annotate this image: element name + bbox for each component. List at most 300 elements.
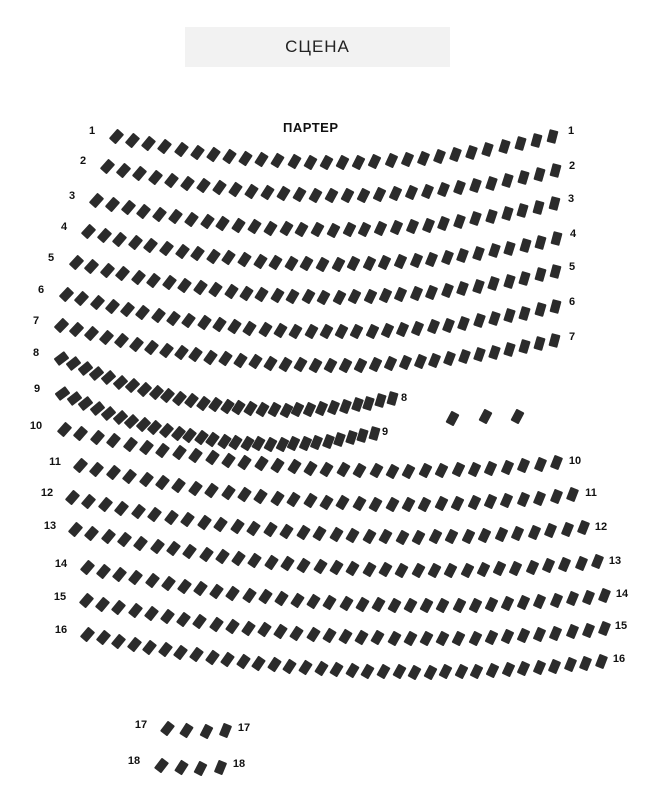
seat[interactable] xyxy=(276,186,290,202)
seat[interactable] xyxy=(173,645,188,661)
seat[interactable] xyxy=(247,219,262,235)
seat[interactable] xyxy=(484,494,498,510)
seat[interactable] xyxy=(112,567,127,583)
seat[interactable] xyxy=(258,589,273,605)
seat[interactable] xyxy=(501,173,514,188)
seat[interactable] xyxy=(160,721,175,737)
seat[interactable] xyxy=(174,760,189,776)
seat[interactable] xyxy=(254,489,269,505)
seat[interactable] xyxy=(534,302,546,317)
seat[interactable] xyxy=(437,182,450,197)
seat[interactable] xyxy=(173,345,188,361)
seat[interactable] xyxy=(218,351,233,367)
seat[interactable] xyxy=(525,559,539,575)
seat[interactable] xyxy=(237,454,252,470)
seat[interactable] xyxy=(368,357,382,373)
seat[interactable] xyxy=(189,647,204,663)
seat[interactable] xyxy=(160,609,175,625)
seat[interactable] xyxy=(434,496,448,512)
seat[interactable] xyxy=(548,333,560,348)
seat[interactable] xyxy=(231,217,246,233)
seat[interactable] xyxy=(445,411,459,427)
seat[interactable] xyxy=(221,250,236,266)
seat[interactable] xyxy=(177,278,192,294)
seat[interactable] xyxy=(308,187,322,203)
seat[interactable] xyxy=(155,442,170,458)
seat[interactable] xyxy=(132,166,147,182)
seat[interactable] xyxy=(279,221,293,237)
seat[interactable] xyxy=(159,342,174,358)
seat[interactable] xyxy=(558,557,571,572)
seat[interactable] xyxy=(197,514,212,530)
seat[interactable] xyxy=(278,356,292,372)
seat[interactable] xyxy=(338,358,352,374)
seat[interactable] xyxy=(598,588,611,603)
seat[interactable] xyxy=(263,220,277,236)
seat[interactable] xyxy=(484,630,498,646)
seat[interactable] xyxy=(501,459,514,475)
seat[interactable] xyxy=(346,561,360,577)
seat[interactable] xyxy=(128,235,143,251)
seat[interactable] xyxy=(473,347,486,362)
seat[interactable] xyxy=(549,196,561,211)
seat[interactable] xyxy=(114,333,129,349)
seat[interactable] xyxy=(90,429,105,445)
seat[interactable] xyxy=(577,520,590,535)
seat[interactable] xyxy=(143,238,158,254)
seat[interactable] xyxy=(144,339,159,355)
seat[interactable] xyxy=(406,219,419,234)
seat[interactable] xyxy=(368,154,382,170)
seat[interactable] xyxy=(129,336,144,352)
seat[interactable] xyxy=(161,576,176,592)
seat[interactable] xyxy=(80,560,95,576)
seat[interactable] xyxy=(348,289,362,305)
seat[interactable] xyxy=(494,527,508,543)
seat[interactable] xyxy=(362,256,376,272)
seat[interactable] xyxy=(336,462,350,478)
seat[interactable] xyxy=(527,525,540,541)
seat[interactable] xyxy=(180,723,195,739)
seat[interactable] xyxy=(237,487,252,503)
seat[interactable] xyxy=(362,561,376,577)
seat[interactable] xyxy=(89,461,104,477)
seat[interactable] xyxy=(166,541,181,557)
seat[interactable] xyxy=(405,185,418,201)
seat[interactable] xyxy=(425,284,438,299)
seat[interactable] xyxy=(139,439,154,455)
seat[interactable] xyxy=(368,426,380,441)
seat[interactable] xyxy=(237,252,252,268)
seat[interactable] xyxy=(469,211,482,226)
seat[interactable] xyxy=(239,285,254,301)
seat[interactable] xyxy=(400,152,413,168)
seat[interactable] xyxy=(566,591,579,606)
seat[interactable] xyxy=(254,456,269,472)
seat[interactable] xyxy=(80,627,95,643)
seat[interactable] xyxy=(379,529,393,545)
seat[interactable] xyxy=(401,497,415,513)
seat[interactable] xyxy=(101,529,116,545)
seat[interactable] xyxy=(199,724,213,740)
seat[interactable] xyxy=(338,629,352,645)
seat[interactable] xyxy=(96,563,111,579)
seat[interactable] xyxy=(287,459,302,475)
seat[interactable] xyxy=(292,187,306,203)
seat[interactable] xyxy=(579,656,592,671)
seat[interactable] xyxy=(488,243,501,258)
seat[interactable] xyxy=(387,630,401,646)
seat[interactable] xyxy=(194,761,208,777)
seat[interactable] xyxy=(106,433,121,449)
seat[interactable] xyxy=(125,132,140,148)
seat[interactable] xyxy=(168,209,183,225)
seat[interactable] xyxy=(270,490,285,506)
seat[interactable] xyxy=(174,142,189,158)
seat[interactable] xyxy=(331,256,345,272)
seat[interactable] xyxy=(339,596,353,612)
seat[interactable] xyxy=(297,557,312,573)
seat[interactable] xyxy=(144,606,159,622)
seat[interactable] xyxy=(549,299,561,314)
seat[interactable] xyxy=(89,193,104,209)
seat[interactable] xyxy=(498,139,510,154)
seat[interactable] xyxy=(209,616,224,632)
seat[interactable] xyxy=(428,353,441,368)
seat[interactable] xyxy=(79,593,94,609)
seat[interactable] xyxy=(549,489,562,504)
seat[interactable] xyxy=(227,319,242,335)
seat[interactable] xyxy=(131,503,146,519)
seat[interactable] xyxy=(289,323,303,339)
seat[interactable] xyxy=(308,357,322,373)
seat[interactable] xyxy=(111,633,126,649)
seat[interactable] xyxy=(435,463,449,479)
seat[interactable] xyxy=(243,401,258,417)
seat[interactable] xyxy=(253,253,268,269)
seat[interactable] xyxy=(106,465,121,481)
seat[interactable] xyxy=(347,256,361,272)
seat[interactable] xyxy=(533,200,545,215)
seat[interactable] xyxy=(317,289,331,305)
seat[interactable] xyxy=(329,662,343,678)
seat[interactable] xyxy=(373,187,387,203)
seat[interactable] xyxy=(351,397,364,412)
seat[interactable] xyxy=(460,562,474,578)
seat[interactable] xyxy=(484,460,498,476)
seat[interactable] xyxy=(95,630,110,646)
seat[interactable] xyxy=(303,154,317,170)
seat[interactable] xyxy=(147,506,162,522)
seat[interactable] xyxy=(509,560,523,576)
seat[interactable] xyxy=(204,483,219,499)
seat[interactable] xyxy=(518,339,530,354)
seat[interactable] xyxy=(550,231,562,246)
seat[interactable] xyxy=(418,463,432,479)
seat[interactable] xyxy=(437,216,450,231)
seat[interactable] xyxy=(410,286,423,301)
seat[interactable] xyxy=(135,305,150,321)
seat[interactable] xyxy=(443,351,456,366)
seat[interactable] xyxy=(274,591,289,607)
seat[interactable] xyxy=(362,528,376,544)
seat[interactable] xyxy=(115,266,130,282)
seat[interactable] xyxy=(336,495,350,511)
seat[interactable] xyxy=(355,596,369,612)
seat[interactable] xyxy=(488,345,501,360)
seat[interactable] xyxy=(68,522,83,538)
seat[interactable] xyxy=(98,497,113,513)
seat[interactable] xyxy=(120,302,135,318)
seat[interactable] xyxy=(154,758,169,774)
seat[interactable] xyxy=(510,409,524,425)
seat[interactable] xyxy=(283,658,298,674)
seat[interactable] xyxy=(314,661,329,677)
seat[interactable] xyxy=(73,426,88,442)
seat[interactable] xyxy=(413,354,426,369)
seat[interactable] xyxy=(228,182,243,198)
seat[interactable] xyxy=(404,598,418,614)
seat[interactable] xyxy=(352,496,366,512)
seat[interactable] xyxy=(238,150,253,166)
seat[interactable] xyxy=(591,554,604,569)
seat[interactable] xyxy=(128,570,143,586)
seat[interactable] xyxy=(454,664,468,680)
seat[interactable] xyxy=(290,592,305,608)
seat[interactable] xyxy=(445,529,459,545)
seat[interactable] xyxy=(422,217,435,232)
seat[interactable] xyxy=(323,595,337,611)
seat[interactable] xyxy=(451,462,465,478)
seat[interactable] xyxy=(409,253,422,268)
seat[interactable] xyxy=(411,320,424,335)
seat[interactable] xyxy=(486,663,500,679)
seat[interactable] xyxy=(219,723,232,738)
seat[interactable] xyxy=(564,657,577,672)
seat[interactable] xyxy=(171,477,186,493)
seat[interactable] xyxy=(326,222,340,238)
seat[interactable] xyxy=(209,583,224,599)
seat[interactable] xyxy=(392,664,406,680)
seat[interactable] xyxy=(200,214,215,230)
seat[interactable] xyxy=(100,262,115,278)
seat[interactable] xyxy=(396,322,410,338)
seat[interactable] xyxy=(441,283,454,298)
seat[interactable] xyxy=(162,275,177,291)
seat[interactable] xyxy=(155,475,170,491)
seat[interactable] xyxy=(84,326,99,342)
seat[interactable] xyxy=(112,231,127,247)
seat[interactable] xyxy=(131,269,146,285)
seat[interactable] xyxy=(212,317,227,333)
seat[interactable] xyxy=(158,642,173,658)
seat[interactable] xyxy=(304,324,318,340)
seat[interactable] xyxy=(243,320,258,336)
seat[interactable] xyxy=(301,289,315,305)
seat[interactable] xyxy=(425,252,438,267)
seat[interactable] xyxy=(181,313,196,329)
seat[interactable] xyxy=(166,310,181,326)
seat[interactable] xyxy=(452,598,466,614)
seat[interactable] xyxy=(270,458,285,474)
seat[interactable] xyxy=(215,216,230,232)
seat[interactable] xyxy=(535,235,547,250)
seat[interactable] xyxy=(205,450,220,466)
seat[interactable] xyxy=(109,129,124,145)
seat[interactable] xyxy=(332,289,346,305)
seat[interactable] xyxy=(333,432,346,447)
seat[interactable] xyxy=(310,435,323,450)
seat[interactable] xyxy=(378,562,392,578)
seat[interactable] xyxy=(95,596,110,612)
seat[interactable] xyxy=(365,323,379,339)
seat[interactable] xyxy=(575,555,588,570)
seat[interactable] xyxy=(215,548,230,564)
seat[interactable] xyxy=(236,653,251,669)
seat[interactable] xyxy=(230,519,245,535)
seat[interactable] xyxy=(534,267,546,282)
seat[interactable] xyxy=(73,458,88,474)
seat[interactable] xyxy=(273,624,288,640)
seat[interactable] xyxy=(188,480,203,496)
seat[interactable] xyxy=(444,562,458,578)
seat[interactable] xyxy=(311,222,325,238)
seat[interactable] xyxy=(323,358,337,374)
seat[interactable] xyxy=(566,487,579,502)
seat[interactable] xyxy=(221,452,236,468)
seat[interactable] xyxy=(111,600,126,616)
seat[interactable] xyxy=(428,529,442,545)
seat[interactable] xyxy=(501,206,513,221)
seat[interactable] xyxy=(517,595,531,611)
seat[interactable] xyxy=(427,319,440,334)
seat[interactable] xyxy=(374,393,386,408)
seat[interactable] xyxy=(420,598,434,614)
seat[interactable] xyxy=(206,248,221,264)
seat[interactable] xyxy=(313,526,327,542)
seat[interactable] xyxy=(371,630,385,646)
seat[interactable] xyxy=(560,522,573,537)
seat[interactable] xyxy=(355,629,369,645)
seat[interactable] xyxy=(369,496,383,512)
seat[interactable] xyxy=(300,256,314,272)
seat[interactable] xyxy=(530,133,542,148)
seat[interactable] xyxy=(485,209,498,224)
seat[interactable] xyxy=(549,163,561,178)
seat[interactable] xyxy=(452,631,466,647)
seat[interactable] xyxy=(519,305,531,320)
seat[interactable] xyxy=(398,355,411,371)
seat[interactable] xyxy=(89,295,104,311)
seat[interactable] xyxy=(361,663,375,679)
seat[interactable] xyxy=(180,175,195,191)
seat[interactable] xyxy=(511,526,525,542)
seat[interactable] xyxy=(257,622,272,638)
seat[interactable] xyxy=(120,200,135,216)
seat[interactable] xyxy=(336,155,350,171)
seat[interactable] xyxy=(549,264,561,279)
seat[interactable] xyxy=(468,597,482,613)
seat[interactable] xyxy=(180,512,195,528)
seat[interactable] xyxy=(458,349,471,364)
seat[interactable] xyxy=(395,562,409,578)
seat[interactable] xyxy=(303,460,318,476)
seat[interactable] xyxy=(268,254,282,270)
seat[interactable] xyxy=(339,399,352,414)
seat[interactable] xyxy=(306,627,321,643)
seat[interactable] xyxy=(197,315,212,331)
seat[interactable] xyxy=(190,246,205,262)
seat[interactable] xyxy=(136,203,151,219)
seat[interactable] xyxy=(389,186,403,202)
seat[interactable] xyxy=(533,627,546,643)
seat[interactable] xyxy=(517,203,529,218)
seat[interactable] xyxy=(517,661,531,677)
seat[interactable] xyxy=(469,178,482,193)
seat[interactable] xyxy=(363,395,376,410)
seat[interactable] xyxy=(387,597,401,613)
seat[interactable] xyxy=(273,322,287,338)
seat[interactable] xyxy=(342,222,356,238)
seat[interactable] xyxy=(467,495,481,511)
seat[interactable] xyxy=(419,631,433,647)
seat[interactable] xyxy=(379,288,393,304)
seat[interactable] xyxy=(84,525,99,541)
seat[interactable] xyxy=(151,308,166,324)
seat[interactable] xyxy=(357,428,369,443)
seat[interactable] xyxy=(59,287,74,303)
seat[interactable] xyxy=(487,276,500,291)
seat[interactable] xyxy=(371,597,385,613)
seat[interactable] xyxy=(470,663,484,679)
seat[interactable] xyxy=(184,212,199,228)
seat[interactable] xyxy=(290,625,305,641)
seat[interactable] xyxy=(329,560,343,576)
seat[interactable] xyxy=(439,664,453,680)
seat[interactable] xyxy=(313,559,328,575)
seat[interactable] xyxy=(190,144,205,160)
seat[interactable] xyxy=(550,455,563,470)
seat[interactable] xyxy=(329,527,343,543)
seat[interactable] xyxy=(533,167,545,182)
seat[interactable] xyxy=(412,529,426,545)
seat[interactable] xyxy=(472,246,485,261)
seat[interactable] xyxy=(65,490,80,506)
seat[interactable] xyxy=(96,228,111,244)
seat[interactable] xyxy=(501,596,515,612)
seat[interactable] xyxy=(205,649,220,665)
seat[interactable] xyxy=(476,562,490,578)
seat[interactable] xyxy=(485,176,498,191)
seat[interactable] xyxy=(122,468,137,484)
seat[interactable] xyxy=(461,528,475,544)
seat[interactable] xyxy=(177,578,192,594)
seat[interactable] xyxy=(358,222,372,238)
seat[interactable] xyxy=(352,154,366,170)
seat[interactable] xyxy=(263,436,277,452)
seat[interactable] xyxy=(229,434,244,450)
seat[interactable] xyxy=(451,496,465,512)
seat[interactable] xyxy=(286,492,301,508)
seat[interactable] xyxy=(146,272,161,288)
seat[interactable] xyxy=(418,496,432,512)
seat[interactable] xyxy=(81,493,96,509)
seat[interactable] xyxy=(206,147,221,163)
seat[interactable] xyxy=(403,631,417,647)
seat[interactable] xyxy=(306,594,321,610)
seat[interactable] xyxy=(193,581,208,597)
seat[interactable] xyxy=(449,147,462,162)
